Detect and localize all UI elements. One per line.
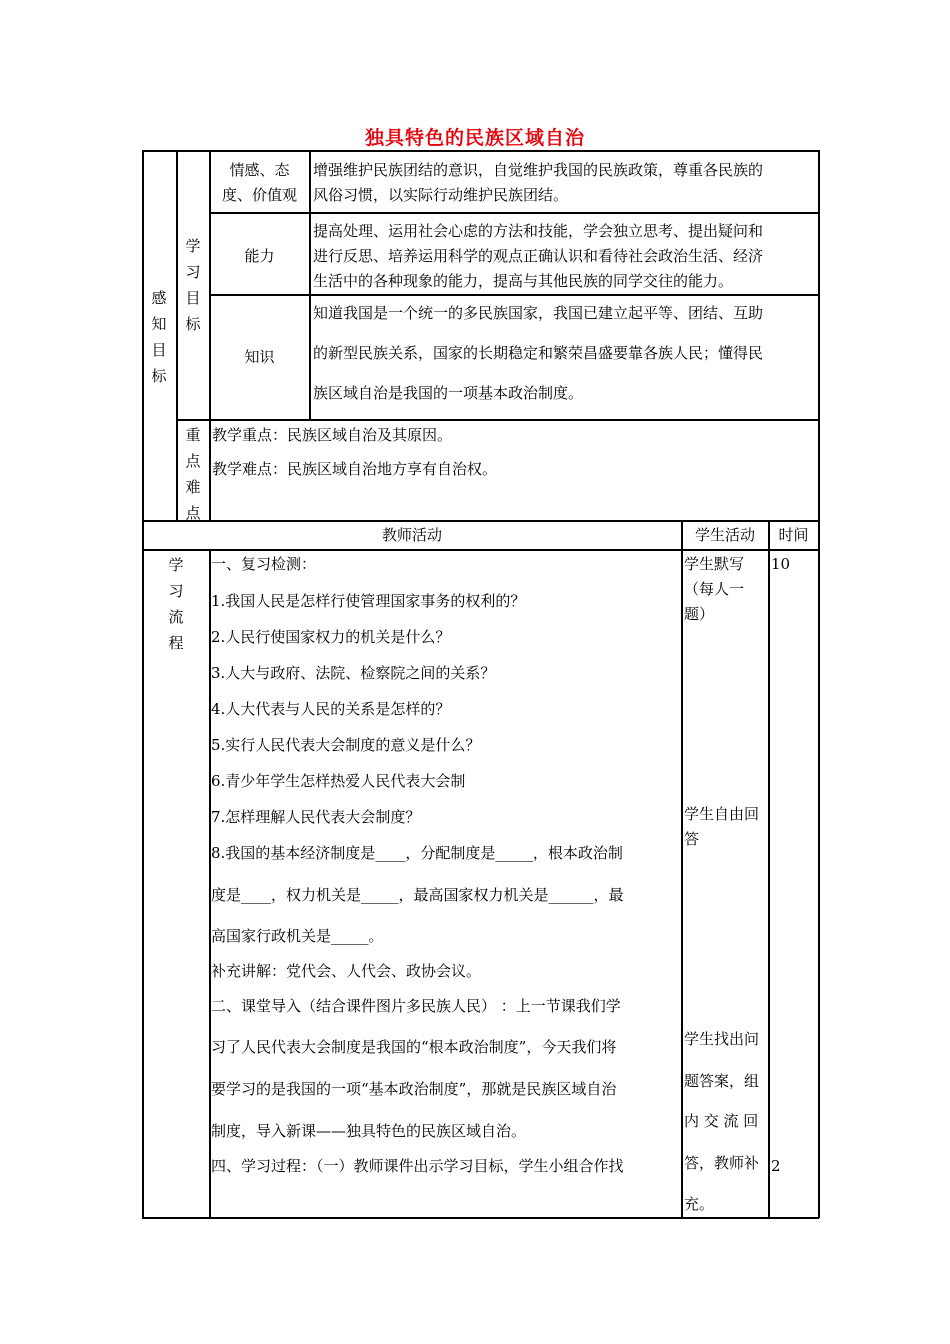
teacher-line: 4.人大代表与人民的关系是怎样的？ (211, 700, 451, 718)
table-border-top (142, 150, 819, 152)
teacher-line: 二、课堂导入（结合课件图片多民族人民） ：上一节课我们学 (211, 997, 621, 1015)
teacher-activity-header: 教师活动 (381, 526, 442, 544)
key-points-label: 重点难点 (185, 426, 201, 522)
knowledge-text-line-3: 族区域自治是我国的一项基本政治制度。 (313, 384, 584, 402)
student-line: 内 交 流 回 (684, 1112, 759, 1130)
student-line: 学生找出问 (684, 1030, 760, 1048)
teacher-line: 补充讲解：党代会、人代会、政协会议。 (211, 962, 482, 980)
teacher-line: 6.青少年学生怎样热爱人民代表大会制 (211, 772, 466, 790)
table-divider (681, 520, 683, 1218)
teacher-line: 5.实行人民代表大会制度的意义是什么？ (211, 736, 481, 754)
difficulty-text: 教学难点：民族区域自治地方享有自治权。 (212, 460, 498, 478)
table-divider (142, 549, 819, 551)
student-line: 学生自由回 (684, 805, 760, 823)
emotion-text-line-2: 风俗习惯，以实际行动维护民族团结。 (313, 186, 569, 204)
teacher-line: 3.人大与政府、法院、检察院之间的关系？ (211, 664, 496, 682)
ability-text-line-1: 提高处理、运用社会心虑的方法和技能，学会独立思考、提出疑问和 (313, 222, 764, 240)
teacher-line: 四、学习过程：（一）教师课件出示学习目标，学生小组合作找 (211, 1157, 624, 1175)
student-line: 题） (684, 605, 715, 623)
emotion-label-line-2: 度、价值观 (221, 186, 297, 204)
student-activity-header: 学生活动 (694, 526, 755, 544)
ability-text-line-3: 生活中的各种现象的能力，提高与其他民族的同学交往的能力。 (313, 272, 734, 290)
table-divider (176, 150, 178, 521)
student-line: 学生默写 (684, 555, 745, 573)
emotion-text-line-1: 增强维护民族团结的意识，自觉维护我国的民族政策，尊重各民族的 (313, 161, 764, 179)
table-border-bottom (142, 1217, 819, 1219)
goals-label: 学习目标 (185, 237, 201, 333)
table-divider (176, 419, 819, 421)
ability-label: 能力 (244, 247, 275, 265)
knowledge-text-line-2: 的新型民族关系，国家的长期稳定和繁荣昌盛要靠各族人民；懂得民 (313, 344, 764, 362)
emotion-label-line-1: 情感、态 (229, 161, 290, 179)
perception-label: 感知目标 (151, 289, 167, 385)
teacher-line: 制度，导入新课——独具特色的民族区域自治。 (211, 1122, 527, 1140)
table-divider (768, 520, 770, 1218)
table-divider (309, 150, 311, 420)
table-divider (209, 212, 819, 214)
key-point-text: 教学重点：民族区域自治及其原因。 (212, 426, 453, 444)
time-header: 时间 (778, 526, 809, 544)
teacher-line: 1.我国人民是怎样行使管理国家事务的权利的？ (211, 592, 526, 610)
table-divider (142, 520, 819, 522)
student-line: 答 (684, 830, 700, 848)
teacher-line: 一、复习检测： (211, 555, 317, 573)
teacher-line: 7.怎样理解人民代表大会制度？ (211, 808, 421, 826)
knowledge-text-line-1: 知道我国是一个统一的多民族国家，我国已建立起平等、团结、互助 (313, 304, 764, 322)
teacher-line: 习了人民代表大会制度是我国的“根本政治制度”，今天我们将 (211, 1038, 617, 1056)
knowledge-label: 知识 (244, 348, 275, 366)
ability-text-line-2: 进行反思、培养运用科学的观点正确认识和看待社会政治生活、经济 (313, 247, 764, 265)
student-line: （每人一 (684, 580, 745, 598)
learning-flow-label: 学习流程 (168, 556, 184, 652)
table-border-right (818, 150, 820, 1218)
student-line: 充。 (684, 1195, 715, 1213)
student-line: 题答案，组 (684, 1072, 760, 1090)
teacher-line: 2.人民行使国家权力的机关是什么？ (211, 628, 451, 646)
table-divider (209, 294, 819, 296)
document-title: 独具特色的民族区域自治 (364, 127, 585, 149)
teacher-line: 度是____，权力机关是_____，最高国家权力机关是______，最 (211, 886, 624, 904)
time-value: 2 (771, 1157, 781, 1175)
teacher-line: 8.我国的基本经济制度是____，分配制度是_____，根本政治制 (211, 844, 623, 862)
time-value: 10 (771, 555, 791, 573)
teacher-line: 要学习的是我国的一项“基本政治制度”，那就是民族区域自治 (211, 1080, 617, 1098)
student-line: 答，教师补 (684, 1154, 760, 1172)
table-border-left (142, 150, 144, 1218)
teacher-line: 高国家行政机关是_____。 (211, 927, 384, 945)
